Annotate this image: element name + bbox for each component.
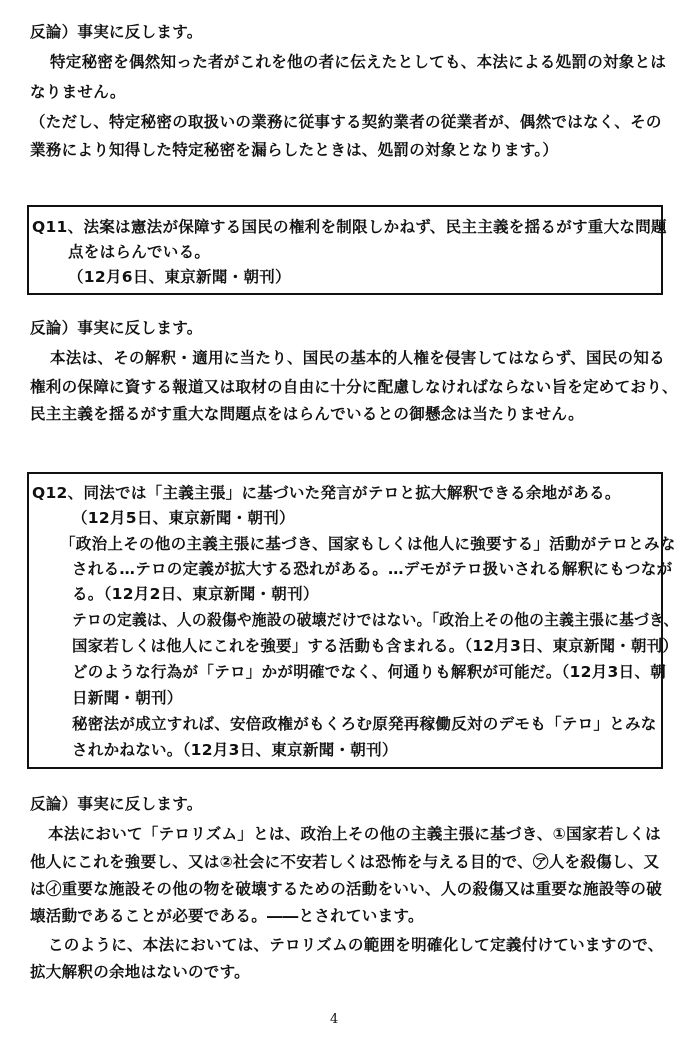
body-line: は㋑重要な施設その他の物を破壊するための活動をいい、人の殺傷又は重要な施設等の破 bbox=[30, 880, 663, 898]
question-source: （12月5日、東京新聞・朝刊） bbox=[72, 509, 295, 527]
body-line: 特定秘密を偶然知った者がこれを他の者に伝えたとしても、本法による処罰の対象とは bbox=[50, 53, 667, 71]
question-source: （12月6日、東京新聞・朝刊） bbox=[68, 268, 291, 286]
rebuttal-heading-2: 反論）事実に反します。 bbox=[30, 319, 203, 337]
body-line: なりません。 bbox=[30, 83, 126, 101]
body-line: 他人にこれを強要し、又は②社会に不安若しくは恐怖を与える目的で、㋐人を殺傷し、又 bbox=[30, 853, 660, 871]
body-line: （ただし、特定秘密の取扱いの業務に従事する契約業者の従業者が、偶然ではなく、その bbox=[30, 113, 662, 131]
quote-line: 国家若しくは他人にこれを強要」する活動も含まれる。（12月3日、東京新聞・朝刊） bbox=[72, 637, 679, 655]
quote-line: 日新聞・朝刊） bbox=[72, 689, 183, 707]
body-line: このように、本法においては、テロリズムの範囲を明確化して定義付けていますので、 bbox=[48, 936, 664, 954]
quote-line: される…テロの定義が拡大する恐れがある。…デモがテロ扱いされる解釈にもつなが bbox=[72, 560, 673, 578]
question-line: Q11、法案は憲法が保障する国民の権利を制限しかねず、民主主義を揺るがす重大な問題 bbox=[32, 218, 667, 236]
body-line: 業務により知得した特定秘密を漏らしたときは、処罰の対象となります。） bbox=[30, 141, 559, 159]
quote-line: されかねない。（12月3日、東京新聞・朝刊） bbox=[72, 741, 398, 759]
quote-line: テロの定義は、人の殺傷や施設の破壊だけではない。「政治上その他の主義主張に基づき、 bbox=[72, 611, 679, 629]
question-line: Q12、同法では「主義主張」に基づいた発言がテロと拡大解釈できる余地がある。 bbox=[32, 484, 621, 502]
body-line: 権利の保障に資する報道又は取材の自由に十分に配慮しなければならない旨を定めており、 bbox=[30, 378, 678, 396]
quote-line: 「政治上その他の主義主張に基づき、国家もしくは他人に強要する」活動がテロとみな bbox=[60, 535, 676, 553]
quote-line: 秘密法が成立すれば、安倍政権がもくろむ原発再稼働反対のデモも「テロ」とみな bbox=[72, 715, 657, 733]
body-line: 民主主義を揺るがす重大な問題点をはらんでいるとの御懸念は当たりません。 bbox=[30, 405, 584, 423]
quote-line: る。（12月2日、東京新聞・朝刊） bbox=[72, 585, 319, 603]
question-line: 点をはらんでいる。 bbox=[68, 243, 211, 261]
body-line: 本法は、その解釈・適用に当たり、国民の基本的人権を侵害してはならず、国民の知る bbox=[50, 349, 665, 367]
page-number: 4 bbox=[330, 1012, 339, 1027]
body-line: 壊活動であることが必要である。――とされています。 bbox=[30, 907, 424, 925]
body-line: 拡大解釈の余地はないのです。 bbox=[30, 963, 250, 981]
quote-line: どのような行為が「テロ」かが明確でなく、何通りも解釈が可能だ。（12月3日、朝 bbox=[72, 663, 666, 681]
rebuttal-heading-3: 反論）事実に反します。 bbox=[30, 795, 203, 813]
body-line: 本法において「テロリズム」とは、政治上その他の主義主張に基づき、①国家若しくは bbox=[48, 825, 661, 843]
rebuttal-heading-1: 反論）事実に反します。 bbox=[30, 23, 203, 41]
